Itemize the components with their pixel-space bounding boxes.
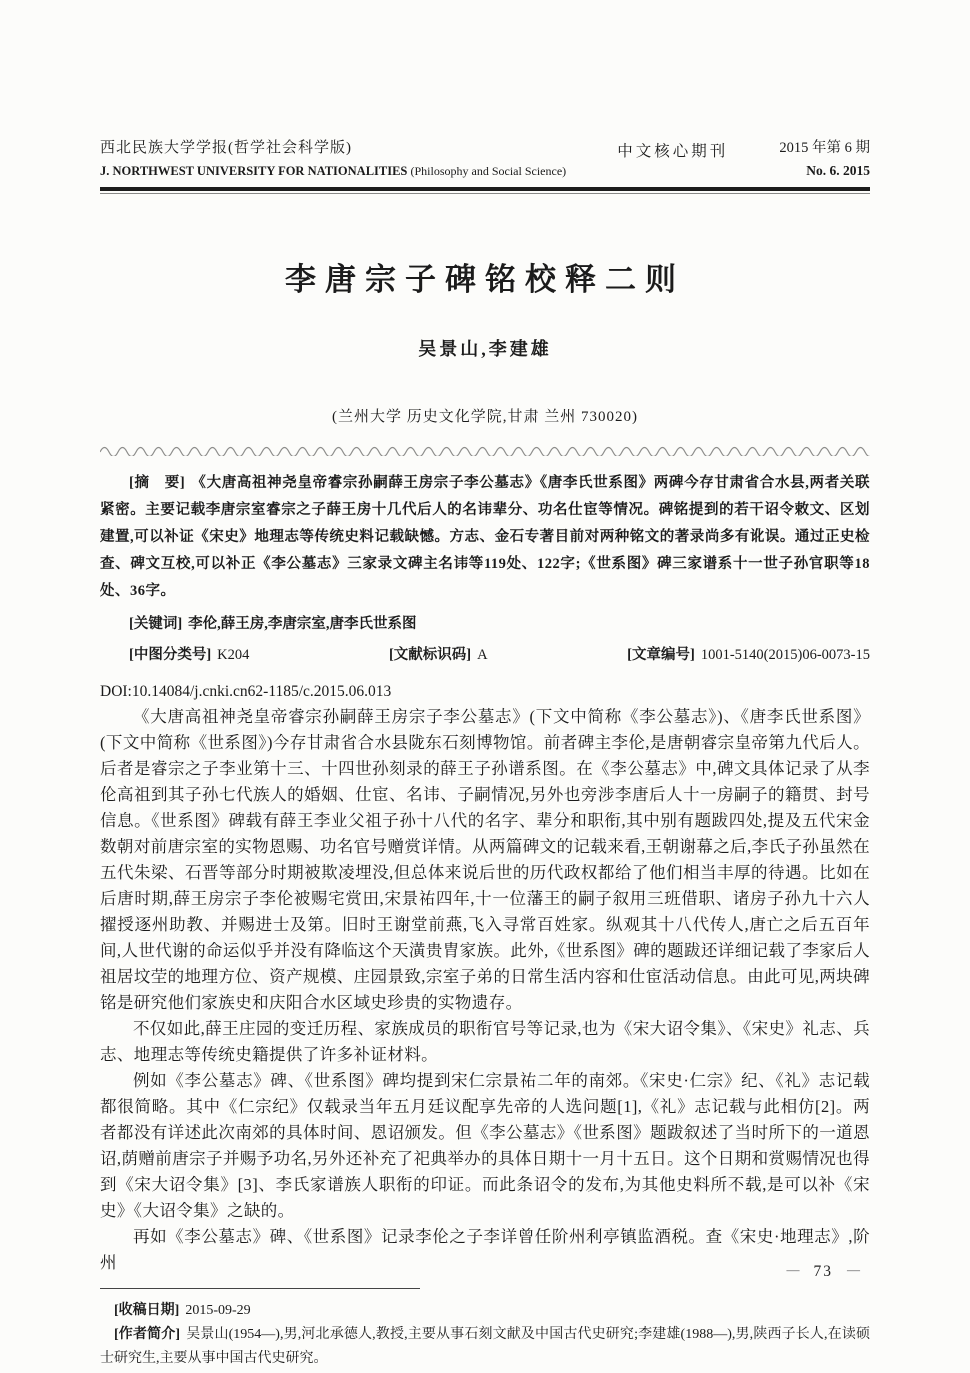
article-id-group: [627, 642, 870, 668]
received-date-line: [100, 1299, 870, 1323]
abstract-label: [摘 要]: [129, 475, 186, 491]
doi-line: DOI:10.14084/j.cnki.cn62-1185/c.2015.06.013: [100, 683, 392, 700]
journal-header: [100, 138, 870, 181]
journal-en-subtitle: (Philosophy and Social Science): [410, 164, 567, 178]
author-bio-line: [100, 1323, 870, 1371]
clc-value: K204: [217, 647, 250, 663]
clc-group: [129, 642, 249, 668]
abstract-paragraph: [100, 470, 870, 605]
journal-header-right: [779, 138, 870, 181]
abstract-text: 《大唐高祖神尧皇帝睿宗孙嗣薛王房宗子李公墓志》《唐李氏世系图》两碑今存甘肃省合水县,两者关联紧密。主要记载李唐宗室睿宗之子薛王房十几代后人的名讳辈分、功名仕宦等情况。碑铭提到的若干诏令敕文、区划建置,可以补证《宋史》地理志等传统史料记载缺憾。方志、金石专著目前对两种铭文的著录尚多有讹误。通过正史检查、碑文互校,可以补正《李公墓志》三家录文碑主名讳等119处、122字;《世系图》碑三家谱系十一世子孙官职等18处、36字。: [100, 475, 870, 599]
keywords-line: [100, 611, 870, 637]
header-rule-thick: [100, 187, 870, 191]
article-affiliation: (兰州大学 历史文化学院,甘肃 兰州 730020): [332, 409, 638, 425]
author-bio-label: [作者简介]: [114, 1327, 181, 1342]
doc-code-value: A: [477, 647, 488, 663]
header-rule-thin: [100, 193, 870, 194]
doc-code-label: [文献标识码]: [388, 647, 472, 663]
journal-en-title: [100, 161, 566, 181]
received-date-value: 2015-09-29: [185, 1303, 251, 1318]
body-paragraph: 不仅如此,薛王庄园的变迁历程、家族成员的职衔官号等记录,也为《宋大诏令集》、《宋史》礼志、兵志、地理志等传统史籍提供了许多补证材料。: [100, 1019, 870, 1064]
journal-en-name: J. NORTHWEST UNIVERSITY FOR NATIONALITIES: [100, 164, 408, 178]
body-paragraph: 例如《李公墓志》碑、《世系图》碑均提到宋仁宗景祐二年的南郊。《宋史·仁宗》纪、《礼》志记载都很简略。其中《仁宗纪》仅载录当年五月廷议配享先帝的人选问题[1],《礼》志记载与此相仿[2]。两者都没有详述此次南郊的具体时间、恩诏颁发。但《李公墓志》《世系图》题跋叙述了当时所下的一道恩诏,荫赠前唐宗子并赐予功名,另外还补充了祀典举办的具体日期十一月十五日。这个日期和赏赐情况也得到《宋大诏令集》[3]、李氏家谱族人职衔的印证。而此条诏令的发布,为其他史料所不载,是可以补《宋史》《大诏令集》之缺的。: [100, 1071, 870, 1220]
issue-cn: 2015 年第 6 期: [779, 140, 870, 156]
clc-label: [中图分类号]: [129, 647, 212, 663]
page-number-value: 73: [813, 1263, 833, 1280]
core-journal-label: 中文核心期刊: [617, 143, 729, 160]
wavy-divider: [100, 444, 870, 456]
issue-en: No. 6. 2015: [806, 163, 870, 178]
page-number: [787, 1262, 861, 1281]
page-number-dash-left: —: [786, 1262, 800, 1277]
body-paragraph: 《大唐高祖神尧皇帝睿宗孙嗣薛王房宗子李公墓志》(下文中简称《李公墓志》)、《唐李氏世系图》(下文中简称《世系图》)今存甘肃省合水县陇东石刻博物馆。前者碑主李伦,是唐朝睿宗皇帝第九代后人。后者是睿宗之子李业第十三、十四世孙刻录的薛王子孙谱系图。在《李公墓志》中,碑文具体记录了从李伦高祖到其子孙七代族人的婚姻、仕宦、名讳、子嗣情况,另外也旁涉李唐后人十一房嗣子的籍贯、封号信息。《世系图》碑载有薛王李业父祖子孙十八代的名字、辈分和职衔,其中别有题跋四处,提及五代宋金数朝对前唐宗室的实物恩赐、功名官号赠赏详情。从两篇碑文的记载来看,王朝谢幕之后,李氏子孙虽然在五代朱梁、石晋等部分时期被欺凌埋没,但总体来说后世的历代政权都给了他们相当丰厚的待遇。比如在后唐时期,薛王房宗子李伦被赐宅赏田,宋景祐四年,十一位藩王的嗣子叙用三班借职、诸房子孙九十六人擢授逐州助教、并赐进士及第。旧时王谢堂前燕,飞入寻常百姓家。纵观其十八代传人,唐亡之后五百年间,人世代谢的命运似乎并没有降临这个天潢贵胄家族。此外,《世系图》碑的题跋还详细记载了李家后人祖居坟茔的地理方位、资产规模、庄园景致,宗室子弟的日常生活内容和仕宦活动信息。由此可见,两块碑铭是研究他们家族史和庆阳合水区域史珍贵的实物遗存。: [100, 707, 870, 1012]
keywords-text: 李伦,薛王房,李唐宗室,唐李氏世系图: [188, 616, 417, 632]
journal-cn-title: 西北民族大学学报(哲学社会科学版): [100, 140, 352, 156]
journal-header-left: [100, 138, 566, 181]
article-title: 李唐宗子碑铭校释二则: [285, 262, 685, 297]
article-body: [100, 704, 870, 1276]
footnotes: [100, 1299, 870, 1371]
classification-row: [100, 642, 870, 668]
body-paragraph: 再如《李公墓志》碑、《世系图》记录李伦之子李详曾任阶州利亭镇监酒税。查《宋史·地理志》,阶州: [100, 1227, 870, 1272]
keywords-label: [关键词]: [129, 616, 183, 632]
received-date-label: [收稿日期]: [114, 1303, 180, 1318]
article-id-label: [文章编号]: [627, 647, 695, 663]
article-id-value: 1001-5140(2015)06-0073-15: [700, 647, 870, 663]
article-authors: 吴景山,李建雄: [418, 339, 552, 359]
footnote-separator: [100, 1288, 420, 1289]
page-number-dash-right: —: [847, 1262, 860, 1277]
doc-code-group: [389, 642, 488, 668]
author-bio-text: 吴景山(1954—),男,河北承德人,教授,主要从事石刻文献及中国古代史研究;李建雄(1988—),男,陕西子长人,在读硕士研究生,主要从事中国古代史研究。: [100, 1327, 870, 1366]
